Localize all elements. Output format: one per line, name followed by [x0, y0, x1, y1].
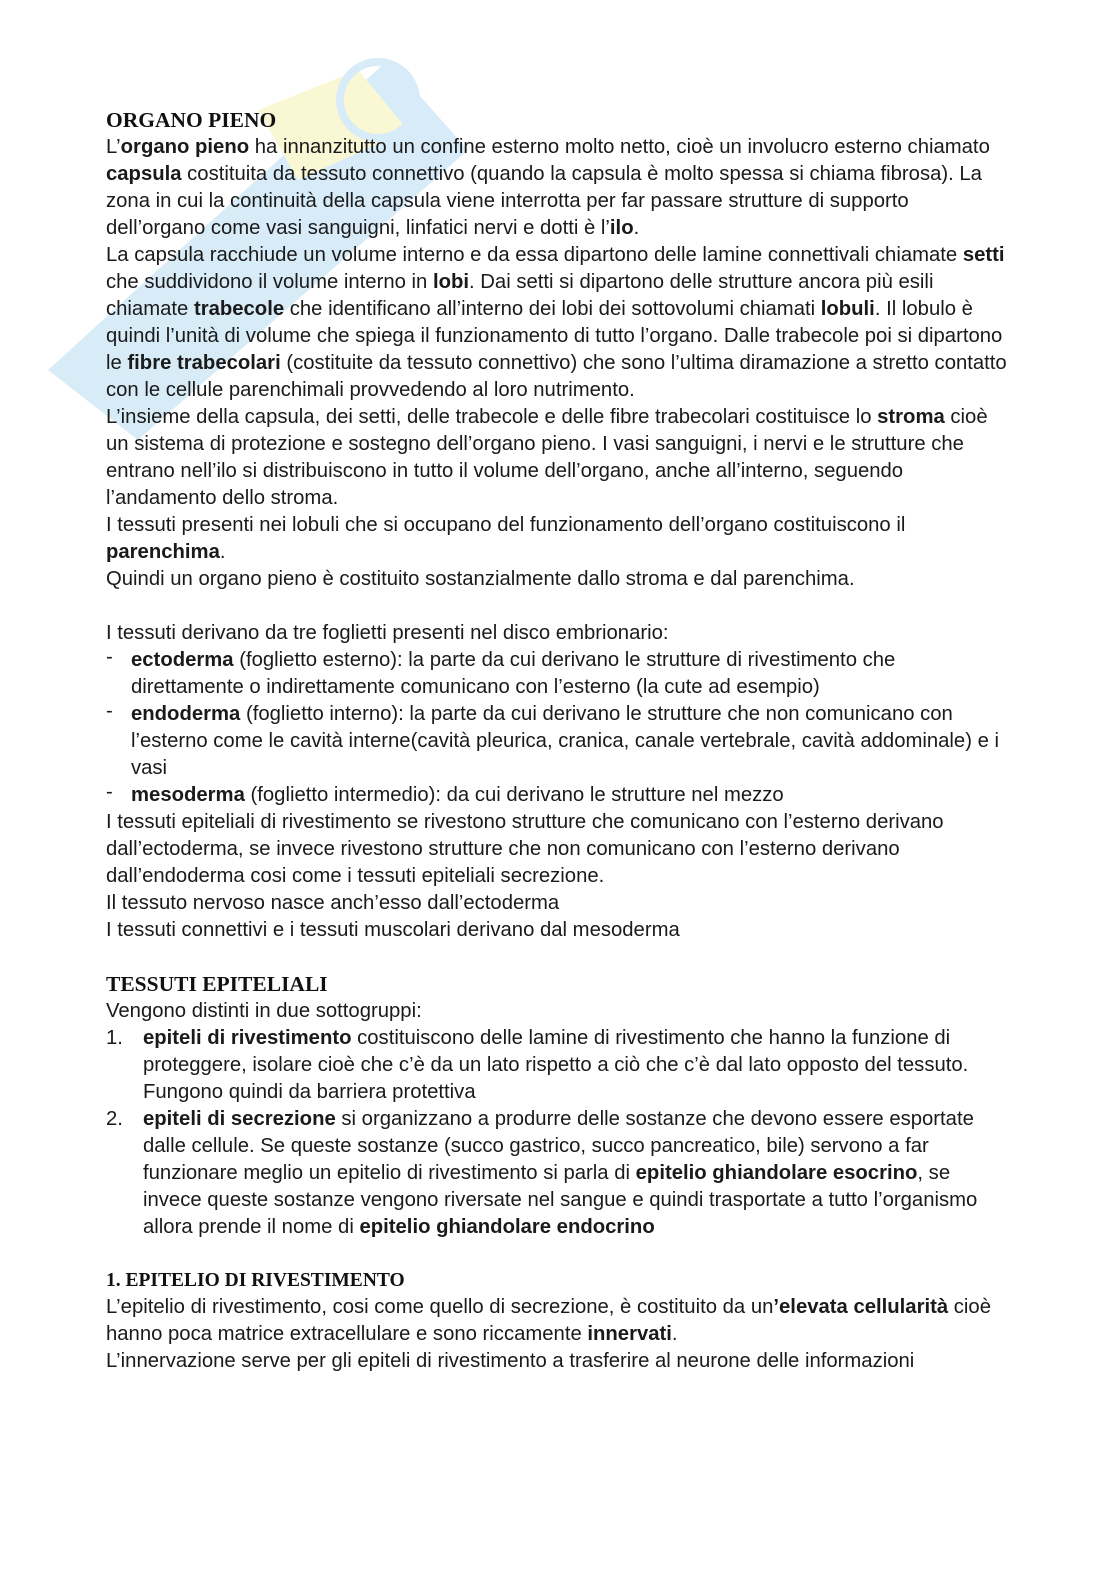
paragraph-epitelio-rivestimento: L’epitelio di rivestimento, cosi come quello di secrezione, è costituito da un’elevata cellularità cioè hanno poca matrice extracellulare e sono riccamente innervati. — [106, 1296, 991, 1345]
paragraph-tessuto-nervoso: Il tessuto nervoso nasce anch’esso dall’ectoderma — [106, 892, 560, 914]
paragraph-stroma: L’insieme della capsula, dei setti, delle trabecole e delle fibre trabecolari costituisce lo stroma cioè un sistema di protezione e sostegno dell’organo pieno. I vasi sanguigni, i nervi e le strutture che entrano nell’ilo si distribuiscono in tutto il volume dell’organo, anche all’interno, seguendo l’andamento dello stroma. — [106, 406, 988, 509]
list-marker: - — [106, 781, 113, 803]
epithelia-list — [106, 1025, 1011, 1241]
list-marker: 2. — [106, 1108, 123, 1130]
section-heading-tessuti-epiteliali: TESSUTI EPITELIALI — [106, 972, 328, 996]
paragraph-capsula: La capsula racchiude un volume interno e da essa dipartono delle lamine connettivali chiamate setti che suddividono il volume interno in lobi. Dai setti si dipartono delle strutture ancora più esili chiamate trabecole che identificano all’interno dei lobi dei sottovolumi chiamati lobuli. Il lobulo è quindi l’unità di volume che spiega il funzionamento di tutto l’organo. Dalle trabecole poi si dipartono le fibre trabecolari (costituite da tessuto connettivo) che sono l’ultima diramazione a stretto contatto con le cellule parenchimali provvedendo al loro nutrimento. — [106, 244, 1007, 401]
paragraph-foglietti-intro: I tessuti derivano da tre foglietti presenti nel disco embrionario: — [106, 622, 669, 644]
list-item: - endoderma (foglietto interno): la parte da cui derivano le strutture che non comunicano con l’esterno come le cavità interne(cavità pleurica, cranica, canale vertebrale, cavità addominale) e i vasi — [106, 700, 1000, 779]
section-heading-organo-pieno: ORGANO PIENO — [106, 108, 277, 132]
list-item: - mesoderma (foglietto intermedio): da cui derivano le strutture nel mezzo — [106, 781, 784, 806]
paragraph-summary: Quindi un organo pieno è costituito sostanzialmente dallo stroma e dal parenchima. — [106, 568, 855, 590]
section-heading-epitelio-rivestimento: 1. EPITELIO DI RIVESTIMENTO — [106, 1270, 405, 1291]
germ-layer-list — [106, 647, 1011, 809]
paragraph-epiteli-origine: I tessuti epiteliali di rivestimento se rivestono strutture che comunicano con l’esterno derivano dall’ectoderma, se invece rivestono strutture che non comunicano con l’esterno derivano dall’endoderma cosi come i tessuti epiteliali secrezione. — [106, 811, 944, 887]
spacer — [106, 593, 1011, 620]
paragraph-organo-pieno-intro: L’organo pieno ha innanzitutto un confine esterno molto netto, cioè un involucro esterno chiamato capsula costituita da tessuto connettivo (quando la capsula è molto spessa si chiama fibrosa). La zona in cui la continuità della capsula viene interrotta per far passare strutture di supporto dell’organo come vasi sanguigni, linfatici nervi e dotti è l’ilo. — [106, 136, 990, 239]
paragraph-sottogruppi-intro: Vengono distinti in due sottogruppi: — [106, 1000, 422, 1022]
paragraph-parenchima: I tessuti presenti nei lobuli che si occupano del funzionamento dell’organo costituiscono il parenchima. — [106, 514, 906, 563]
document-page — [106, 106, 1011, 1375]
paragraph-innervazione: L’innervazione serve per gli epiteli di rivestimento a trasferire al neurone delle informazioni — [106, 1350, 915, 1372]
list-marker: - — [106, 700, 113, 722]
list-item: 2. epiteli di secrezione si organizzano a produrre delle sostanze che devono essere esportate dalle cellule. Se queste sostanze (succo gastrico, succo pancreatico, bile) servono a far funzionare meglio un epitelio di rivestimento si parla di epitelio ghiandolare esocrino, se invece queste sostanze vengono riversate nel sangue e quindi trasportate a tutto l’organismo allora prende il nome di epitelio ghiandolare endocrino — [106, 1108, 978, 1238]
list-item: - ectoderma (foglietto esterno): la parte da cui derivano le strutture di rivestimento che direttamente o indirettamente comunicano con l’esterno (la cute ad esempio) — [106, 646, 896, 698]
list-marker: 1. — [106, 1027, 123, 1049]
paragraph-tessuti-connettivi: I tessuti connettivi e i tessuti muscolari derivano dal mesoderma — [106, 919, 680, 941]
list-marker: - — [106, 646, 113, 668]
list-item: 1. epiteli di rivestimento costituiscono delle lamine di rivestimento che hanno la funzione di proteggere, isolare cioè che c’è da un lato rispetto a ciò che c’è dal lato opposto del tessuto. Fungono quindi da barriera protettiva — [106, 1027, 969, 1103]
